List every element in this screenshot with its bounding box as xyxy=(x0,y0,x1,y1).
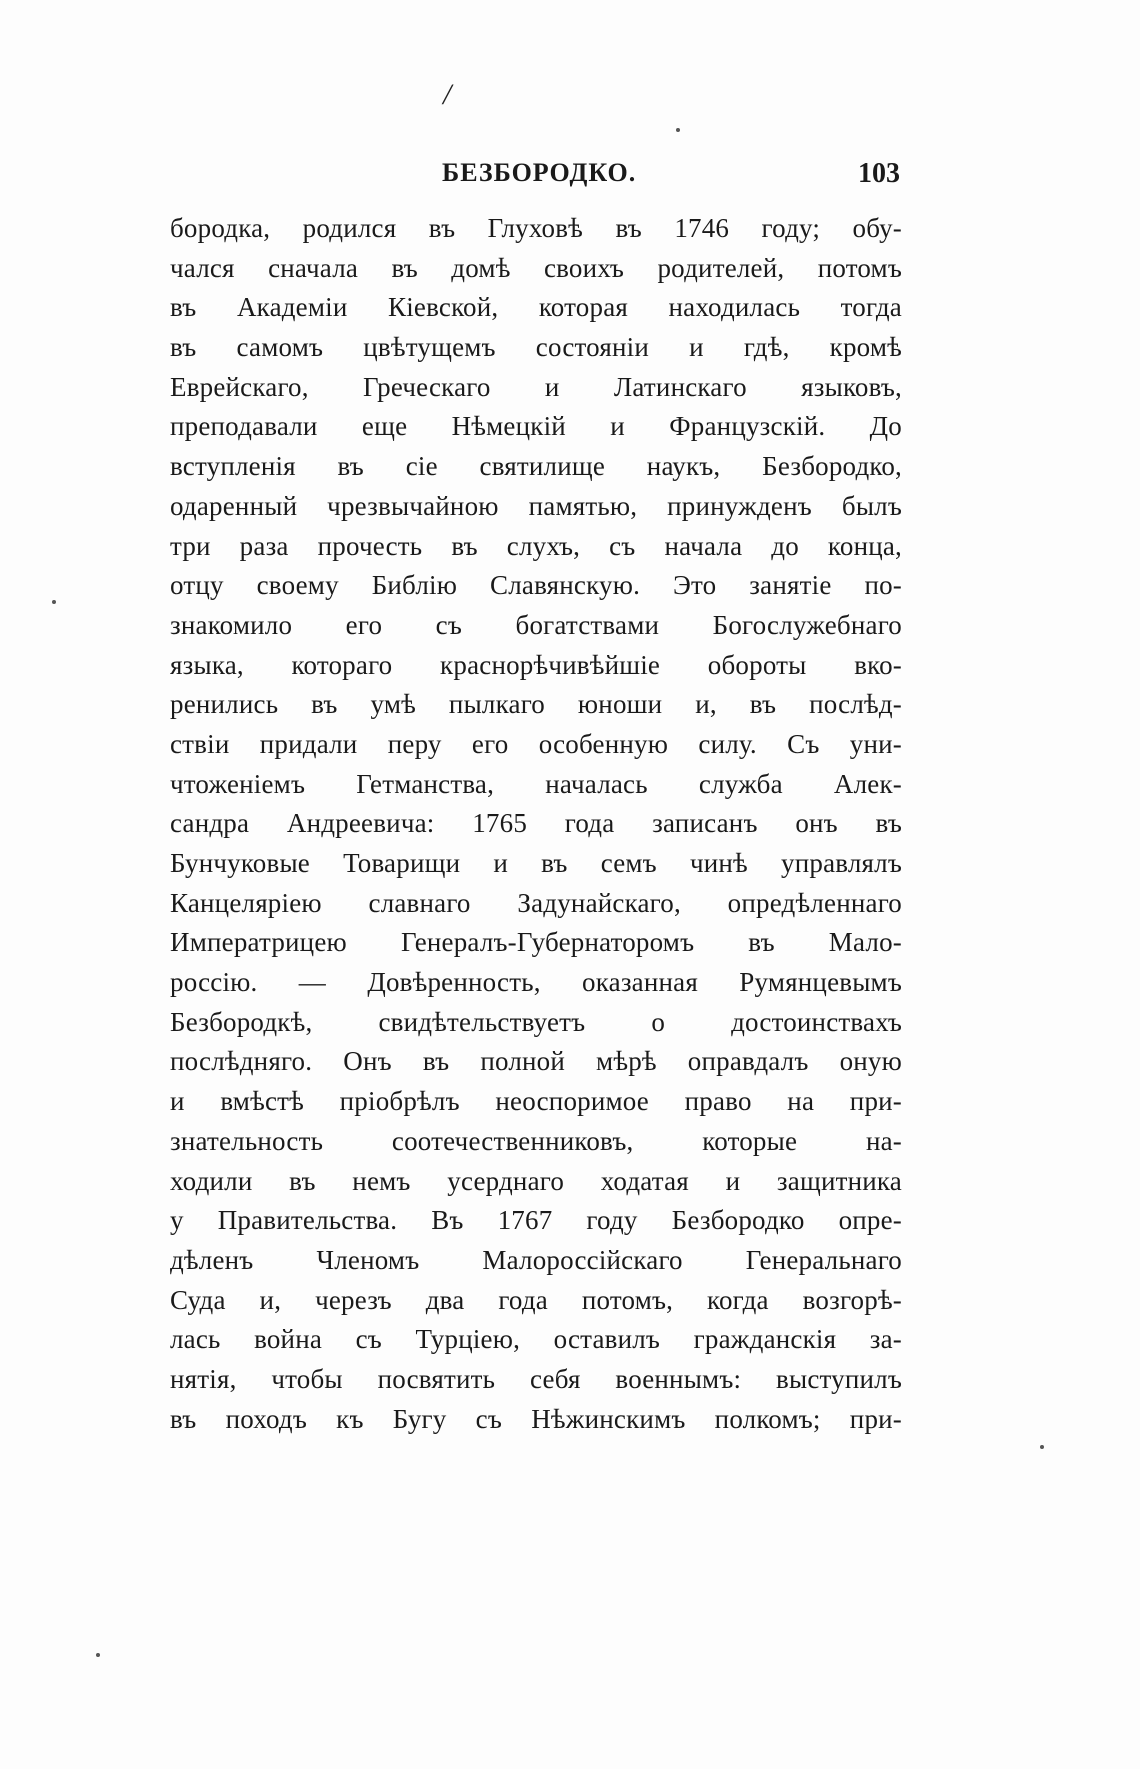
text-line: вступленія въ сіе святилище наукъ, Безбородко, xyxy=(170,451,902,482)
text-line: Канцеляріею славнаго Задунайскаго, опредѣленнаго xyxy=(170,887,902,918)
text-line: у Правительства. Въ 1767 году Безбородко опре- xyxy=(170,1205,902,1236)
text-line: Императрицею Генералъ-Губернаторомъ въ Мало- xyxy=(170,927,902,958)
page-header xyxy=(170,158,900,198)
text-line: ходили въ немъ усерднаго ходатая и защитника xyxy=(170,1165,902,1196)
text-line: одаренный чрезвычайною памятью, принужденъ былъ xyxy=(170,490,902,521)
text-line: сандра Андреевича: 1765 года записанъ онъ въ xyxy=(170,808,902,839)
text-line: Бунчуковые Товарищи и въ семъ чинѣ управлялъ xyxy=(170,848,902,878)
top-mark: / xyxy=(443,78,452,111)
text-line: дѣленъ Членомъ Малороссійскаго Генеральнаго xyxy=(170,1244,902,1275)
scan-speck xyxy=(52,600,56,604)
text-line: знательность соотечественниковъ, которые на- xyxy=(170,1125,902,1156)
text-line: Безбородкѣ, свидѣтельствуетъ о достоинствахъ xyxy=(170,1006,902,1037)
text-line: отцу своему Библію Славянскую. Это занятіе по- xyxy=(170,570,902,601)
text-line: въ Академіи Кіевской, которая находилась тогда xyxy=(170,292,902,323)
text-line: чался сначала въ домѣ своихъ родителей, потомъ xyxy=(170,252,902,283)
text-line: Суда и, черезъ два года потомъ, когда возгорѣ- xyxy=(170,1284,902,1315)
text-line: чтоженіемъ Гетманства, началась служба Алек- xyxy=(170,768,902,799)
text-line: въ самомъ цвѣтущемъ состояніи и гдѣ, кромѣ xyxy=(170,332,902,363)
text-line: ренились въ умѣ пылкаго юноши и, въ послѣд- xyxy=(170,689,902,720)
text-line: ствіи придали перу его особенную силу. Съ уни- xyxy=(170,728,902,759)
scan-speck xyxy=(1040,1445,1044,1449)
body-text xyxy=(170,209,902,1439)
page-number: 103 xyxy=(858,158,900,189)
text-line: бородка, родился въ Глуховѣ въ 1746 году; обу- xyxy=(170,213,902,243)
text-line: нятія, чтобы посвятить себя военнымъ: выступилъ xyxy=(170,1363,902,1394)
scan-speck xyxy=(676,128,680,132)
text-line: три раза прочесть въ слухъ, съ начала до конца, xyxy=(170,530,902,561)
text-line: и вмѣстѣ пріобрѣлъ неоспоримое право на при- xyxy=(170,1086,902,1117)
text-line: знакомило его съ богатствами Богослужебнаго xyxy=(170,609,902,640)
scan-speck xyxy=(96,1653,100,1657)
text-line: въ походъ къ Бугу съ Нѣжинскимъ полкомъ; при- xyxy=(170,1403,902,1434)
text-line: послѣдняго. Онъ въ полной мѣрѣ оправдалъ оную xyxy=(170,1046,902,1077)
text-line: россію. — Довѣренность, оказанная Румянцевымъ xyxy=(170,967,902,998)
text-line: Еврейскаго, Греческаго и Латинскаго языковъ, xyxy=(170,371,902,402)
text-line: преподавали еще Нѣмецкій и Французскій. До xyxy=(170,411,902,442)
text-line: языка, котораго краснорѣчивѣйшіе обороты вко- xyxy=(170,649,902,680)
running-head: БЕЗБОРОДКО. xyxy=(442,158,637,187)
text-line: лась война съ Турціею, оставилъ гражданскія за- xyxy=(170,1324,902,1355)
